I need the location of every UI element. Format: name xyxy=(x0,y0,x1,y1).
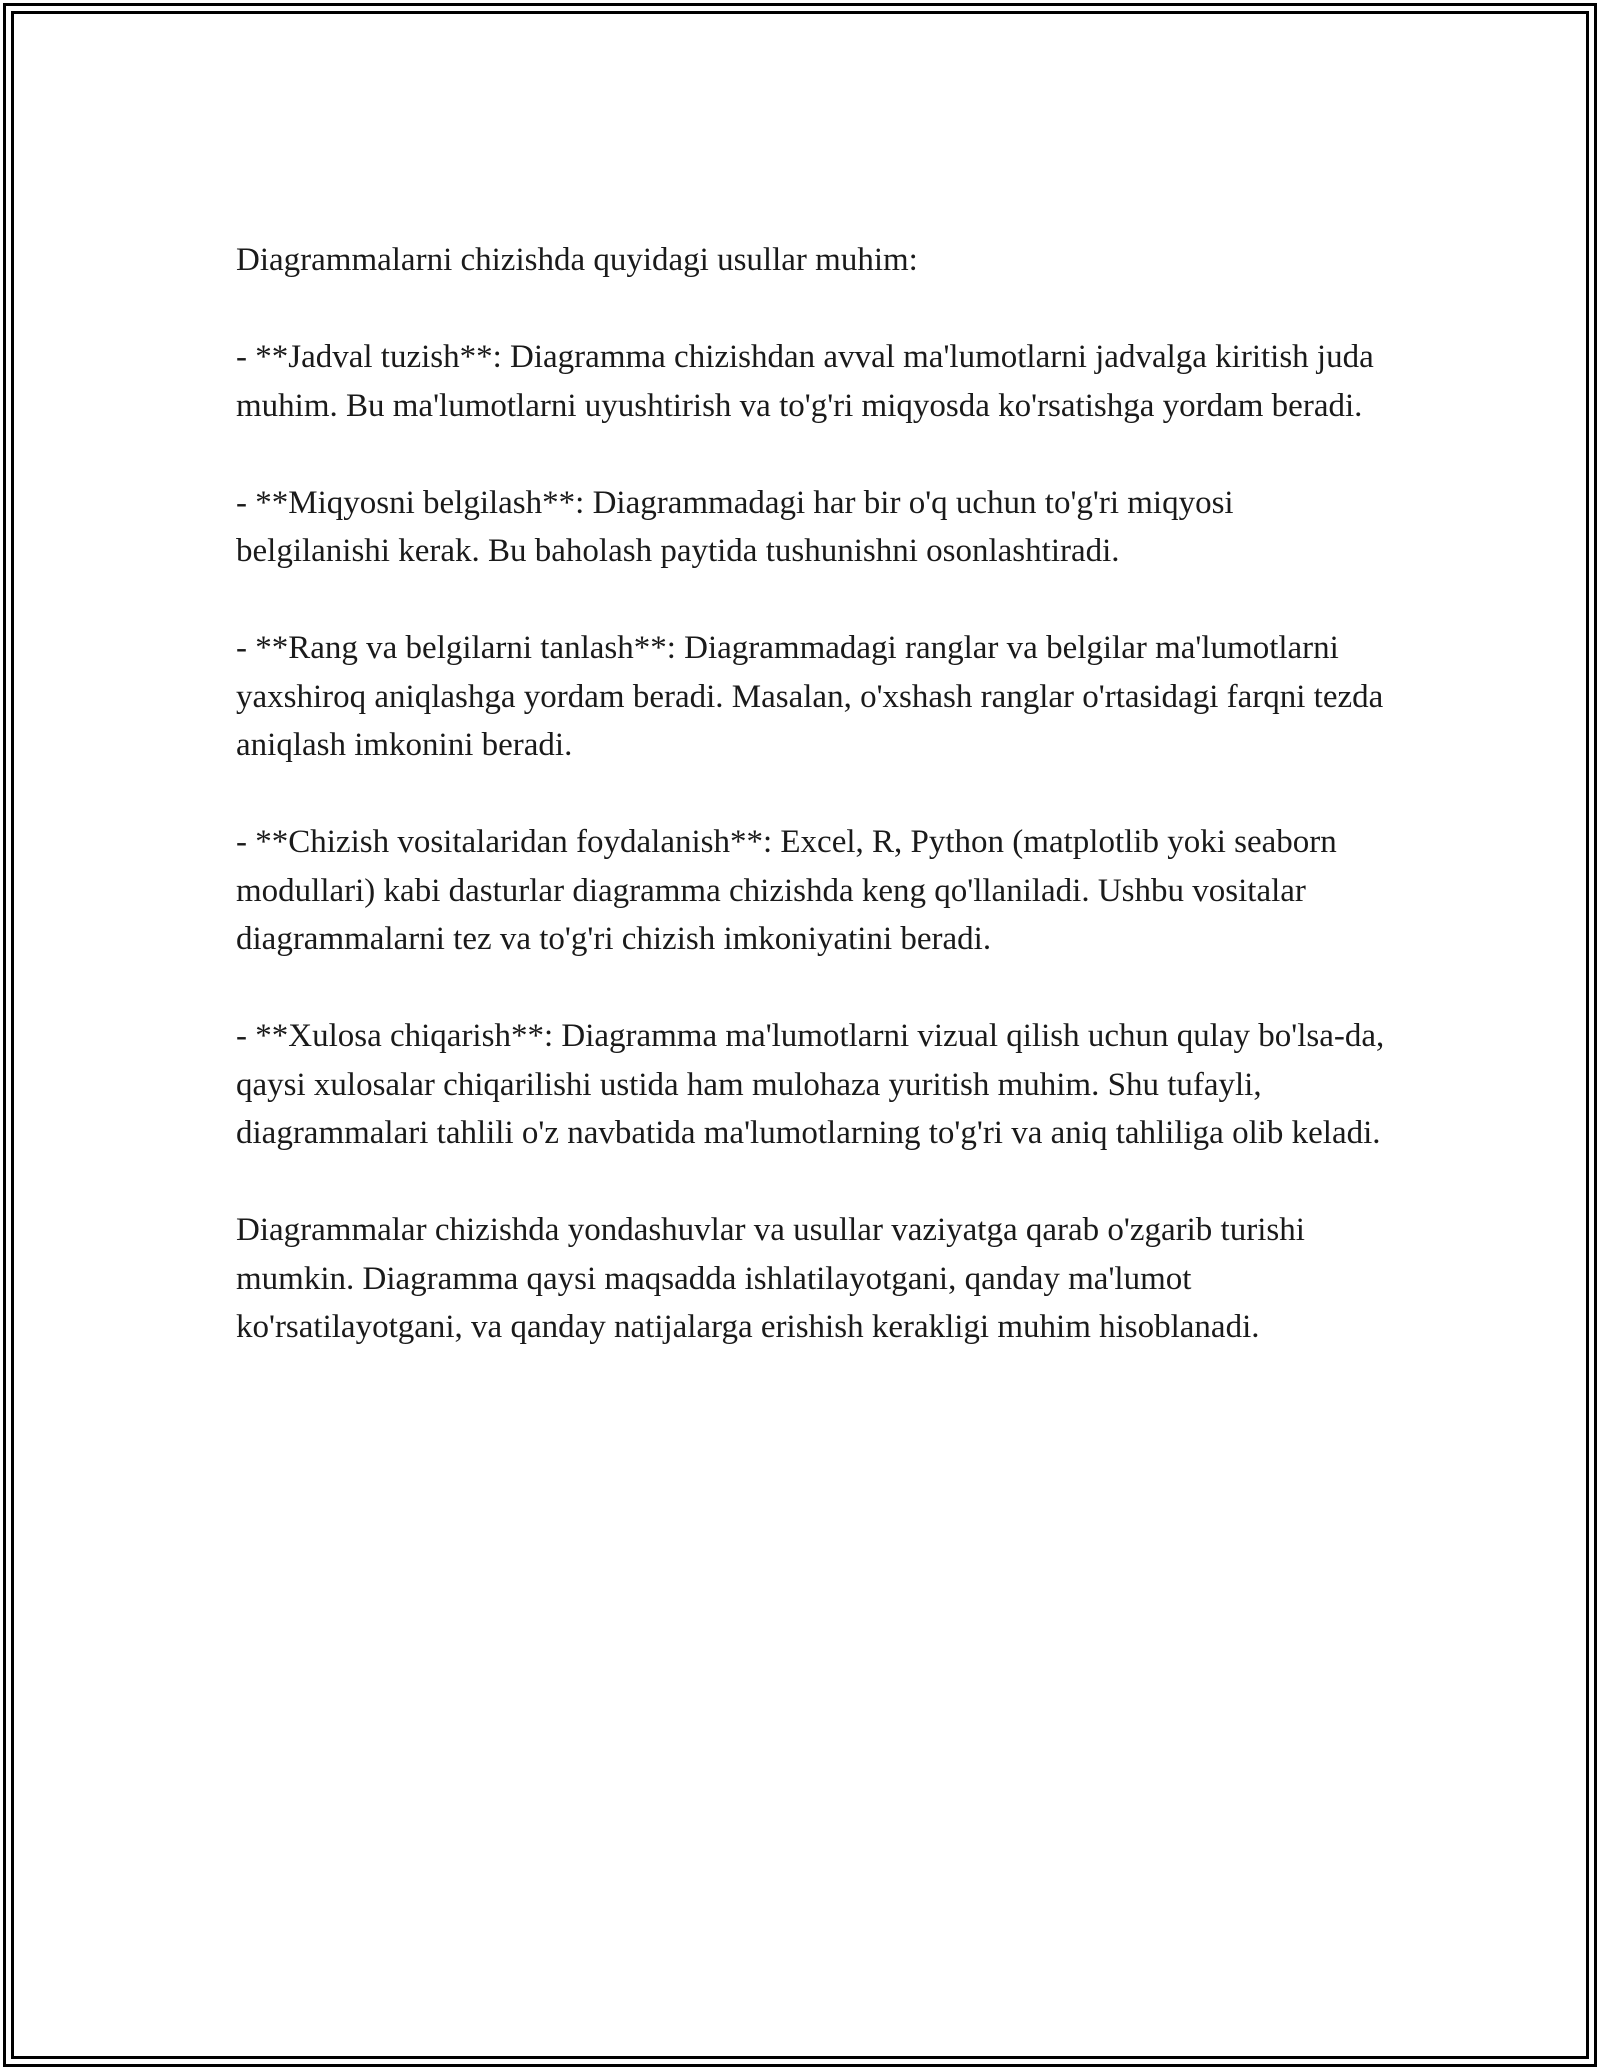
list-item-miqyosni-belgilash: - **Miqyosni belgilash**: Diagrammadagi har bir o'q uchun to'g'ri miqyosi belgilanishi kerak. Bu baholash paytida tushunishni osonlashtiradi. xyxy=(236,484,1234,569)
list-item-jadval-tuzish: - **Jadval tuzish**: Diagramma chizishdan avval ma'lumotlarni jadvalga kiritish juda muhim. Bu ma'lumotlarni uyushtirish va to'g'ri miqyosda ko'rsatishga yordam beradi. xyxy=(236,339,1374,424)
list-item-rang-va-belgilar: - **Rang va belgilarni tanlash**: Diagrammadagi ranglar va belgilar ma'lumotlarni yaxshiroq aniqlashga yordam beradi. Masalan, o'xshash ranglar o'rtasidagi farqni tezda aniqlash imkonini beradi. xyxy=(236,630,1384,763)
list-item-chizish-vositalari: - **Chizish vositalaridan foydalanish**: Excel, R, Python (matplotlib yoki seaborn modullari) kabi dasturlar diagramma chizishda keng qo'llaniladi. Ushbu vositalar diagrammalarni tez va to'g'ri chizish imkoniyatini beradi. xyxy=(236,824,1337,957)
intro-paragraph: Diagrammalarni chizishda quyidagi usullar muhim: xyxy=(236,242,918,278)
list-item-xulosa-chiqarish: - **Xulosa chiqarish**: Diagramma ma'lumotlarni vizual qilish uchun qulay bo'lsa-da, qaysi xulosalar chiqarilishi ustida ham mulohaza yuritish muhim. Shu tufayli, diagrammalari tahlili o'z navbatida ma'lumotlarning to'g'ri va aniq tahliliga olib keladi. xyxy=(236,1018,1385,1151)
document-body xyxy=(236,236,1386,1352)
conclusion-paragraph: Diagrammalar chizishda yondashuvlar va usullar vaziyatga qarab o'zgarib turishi mumkin. Diagramma qaysi maqsadda ishlatilayotgani, qanday ma'lumot ko'rsatilayotgani, va qanday natijalarga erishish kerakligi muhim hisoblanadi. xyxy=(236,1212,1305,1345)
